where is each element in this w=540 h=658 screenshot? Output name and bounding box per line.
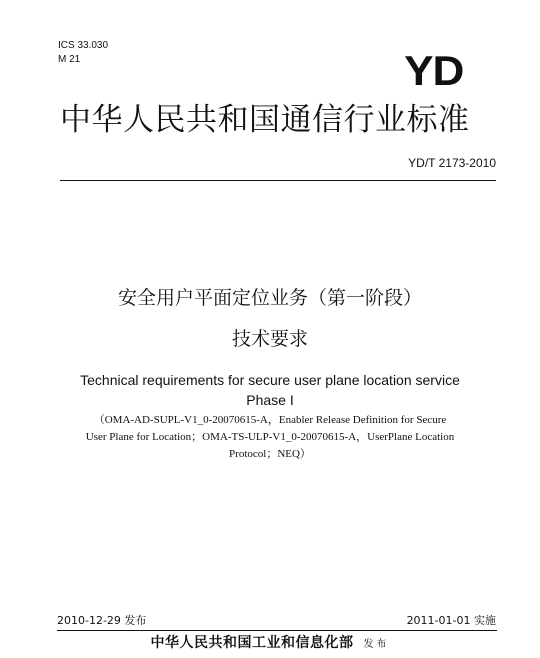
reference-line: （OMA-AD-SUPL-V1_0-20070615-A，Enabler Release Definition for Secure bbox=[93, 414, 447, 426]
document-title-en: Technical requirements for secure user plane location service bbox=[80, 372, 460, 388]
bottom-divider bbox=[57, 630, 497, 631]
standard-number: YD/T 2173-2010 bbox=[408, 156, 496, 170]
publisher-name: 中华人民共和国工业和信息化部 bbox=[150, 635, 354, 651]
top-divider bbox=[60, 180, 496, 181]
ics-code: ICS 33.030 bbox=[58, 40, 109, 51]
reference-line: Protocol；NEQ） bbox=[229, 448, 311, 460]
reference-line: User Plane for Location；OMA-TS-ULP-V1_0-20070615-A，UserPlane Location bbox=[85, 431, 455, 443]
publisher-line bbox=[0, 634, 540, 654]
yd-logo: YD bbox=[403, 47, 463, 94]
document-phase: Phase I bbox=[246, 392, 294, 408]
document-title-cn-line2: 技术要求 bbox=[231, 328, 308, 350]
implementation-date: 2011-01-01 实施 bbox=[406, 614, 496, 627]
document-title-cn: 安全用户平面定位业务（第一阶段） bbox=[117, 287, 422, 309]
issue-date: 2010-12-29 发布 bbox=[57, 614, 147, 627]
publisher-suffix: 发布 bbox=[363, 639, 390, 650]
standard-title: 中华人民共和国通信行业标准 bbox=[60, 102, 470, 138]
ccs-code: M 21 bbox=[58, 54, 81, 65]
